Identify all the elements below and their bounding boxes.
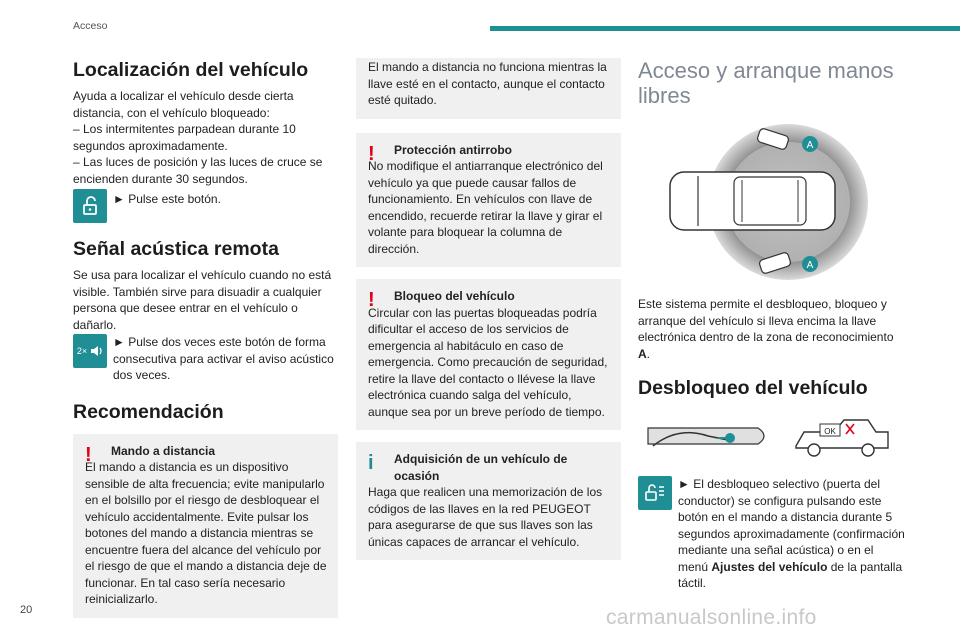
horn-double-press-label: 2× xyxy=(76,345,88,356)
info-icon: i xyxy=(368,452,374,474)
unlock-action-text xyxy=(678,476,906,592)
locate-text-3: – Las luces de posición y las luces de cruce se encienden durante 30 segundos. xyxy=(73,155,323,186)
ok-label: OK xyxy=(824,427,836,436)
note-remote-title: Mando a distancia xyxy=(111,443,216,458)
door-handle-illustration xyxy=(638,406,778,466)
note-used-body: Haga que realicen una memorización de los códigos de las llaves en la red PEUGEOT para asegurarse de que sus llaves son las únicas capaces de arrancar el vehículo. xyxy=(368,485,603,549)
handsfree-description xyxy=(638,296,906,362)
note-used-vehicle xyxy=(356,442,621,560)
unlock-action-end: de la pantalla táctil. xyxy=(678,559,903,590)
sound-action-row xyxy=(73,334,338,384)
car-top-view xyxy=(670,172,835,230)
zone-label-a-bottom: A xyxy=(806,260,814,271)
note-lock-body: Circular con las puertas bloqueadas podría dificultar el acceso de los servicios de emergencia al habitáculo en caso de emergencia. Como precaución de seguridad, retire la llave del contacto o llévese la llave electrónica cuando salga del vehículo, aunque sea por un breve período de tiempo. xyxy=(368,305,608,419)
horn-button-icon xyxy=(73,334,107,368)
heading-locate-vehicle: Localización del vehículo xyxy=(73,59,309,81)
note-antitheft-body: No modifique el antiarranque electrónico del vehículo ya que puede causar fallos de funcionamiento. En vehículos con llave de encendido, recuerde retirar la llave y girar el volante para bloquear la columna de dirección. xyxy=(368,159,603,256)
warning-icon: ! xyxy=(85,443,92,466)
watermark: carmanualsonline.info xyxy=(606,606,817,629)
pickup-car-illustration xyxy=(790,406,892,466)
page-number: 20 xyxy=(20,604,33,616)
unlock-button-icon xyxy=(73,189,107,223)
note-continued xyxy=(356,58,621,119)
note-remote-control xyxy=(73,434,338,618)
section-header: Acceso xyxy=(73,20,108,32)
sound-text-1: Se usa para localizar el vehículo cuando no está visible. También sirve para disuadir a cualquier persona que desee entrar en el vehículo o dañarlo. xyxy=(73,268,332,332)
column-1 xyxy=(73,52,338,628)
handsfree-zone-illustration xyxy=(638,122,906,290)
column-3 xyxy=(638,58,906,592)
heading-unlock-vehicle: Desbloqueo del vehículo xyxy=(638,377,868,399)
note-antitheft-title: Protección antirrobo xyxy=(394,142,513,157)
handsfree-zone-label: A xyxy=(638,346,647,361)
handsfree-text-end: . xyxy=(646,346,651,361)
warning-icon: ! xyxy=(368,142,375,165)
unlock-illustrations xyxy=(638,406,906,466)
locate-text-2: – Los intermitentes parpadean durante 10 segundos aproximadamente. xyxy=(73,122,296,153)
vehicle-settings-menu-label: Ajustes del vehículo xyxy=(711,559,828,574)
note-used-title: Adquisición de un vehículo de ocasión xyxy=(394,452,568,483)
heading-recommendation: Recomendación xyxy=(73,400,224,423)
zone-label-a-top: A xyxy=(806,140,814,151)
handsfree-text: Este sistema permite el desbloqueo, bloqueo y arranque del vehículo si lleva encima la llave electrónica dentro de la zona de reconocimiento xyxy=(638,297,894,344)
note-antitheft xyxy=(356,133,621,268)
sound-action-text: ► Pulse dos veces este botón de forma consecutiva para activar el aviso acústico dos veces. xyxy=(113,335,334,382)
unlock-action-row xyxy=(638,476,906,592)
locate-action-row xyxy=(73,189,338,223)
note-continued-text: El mando a distancia no funciona mientras la llave esté en el contacto, aunque el contacto esté quitado. xyxy=(368,60,607,107)
warning-icon: ! xyxy=(368,289,375,311)
note-lock xyxy=(356,279,621,430)
unlock-action-body: ► El desbloqueo selectivo (puerta del conductor) se configura pulsando este botón en el mando a distancia durante 5 segundos aproximadamente (confirmación mediante una señal acústica) o en el menú xyxy=(678,477,905,574)
selective-unlock-button-icon xyxy=(638,476,672,510)
heading-remote-sound: Señal acústica remota xyxy=(73,238,279,260)
note-lock-title: Bloqueo del vehículo xyxy=(394,289,515,303)
header-accent-bar xyxy=(490,26,960,31)
locate-text-1: Ayuda a localizar el vehículo desde cierta distancia, con el vehículo bloqueado: xyxy=(73,89,294,120)
column-2 xyxy=(356,58,621,570)
heading-handsfree: Acceso y arranque manos libres xyxy=(638,58,894,108)
note-remote-body: El mando a distancia es un dispositivo sensible de alta frecuencia; evite manipularlo en el bolsillo por el riesgo de desbloquear el vehículo accidentalmente. Evite pulsar los botones del mando a distancia mientras se encuentre fuera del alcance del vehículo por el riesgo de que el mando a distancia deje de funcionar. En tal caso sería necesario reinicializarlo. xyxy=(85,460,327,606)
locate-action-text: ► Pulse este botón. xyxy=(113,192,221,206)
